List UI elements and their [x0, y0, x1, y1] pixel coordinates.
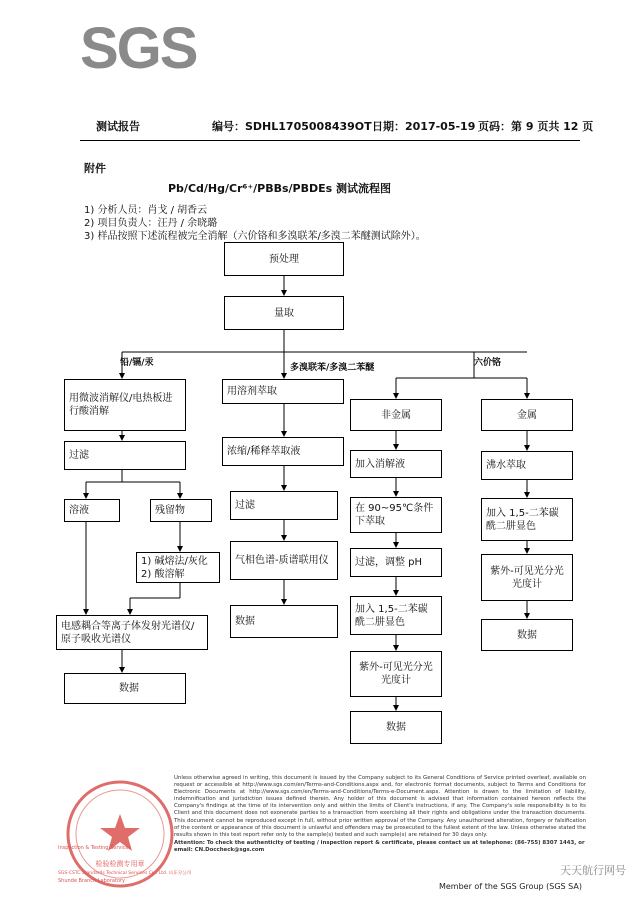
- label-cr6-branch: 六价铬: [474, 358, 502, 368]
- wechat-watermark: 天天航行网号: [560, 864, 626, 877]
- note-digestion: 3) 样品按照下述流程被完全消解（六价铬和多溴联苯/多溴二苯醚测试除外）。: [84, 231, 426, 242]
- report-title: 测试报告: [96, 120, 140, 133]
- box-nonmetal-uv-vis: 紫外-可见光分光光度计: [350, 651, 442, 697]
- page-number: 页码：第 9 页共 12 页: [478, 120, 594, 133]
- appendix-label: 附件: [84, 162, 106, 175]
- box-residue: 残留物: [150, 499, 212, 522]
- report-number-value: SDHL1705008439OT: [245, 120, 372, 133]
- box-metal-color: 加入 1,5-二苯碳酰二肼显色: [481, 498, 573, 541]
- box-metals-filter: 过滤: [64, 441, 186, 470]
- sgs-group-member: Member of the SGS Group (SGS SA): [438, 882, 582, 891]
- flowchart-title: Pb/Cd/Hg/Cr⁶⁺/PBBs/PBDEs 测试流程图: [168, 182, 392, 195]
- note-project-lead: 2) 项目负责人：汪丹 / 余晓璐: [84, 218, 218, 229]
- report-date-value: 2017-05-19: [405, 120, 476, 133]
- box-boiling-water-extraction: 沸水萃取: [481, 451, 573, 480]
- box-pbb-data: 数据: [230, 605, 338, 638]
- box-metal-uv-vis: 紫外-可见光分光光度计: [481, 554, 573, 601]
- seal-subtitle: Inspection & Testing Services: [58, 845, 132, 851]
- seal-inner-text: 检验检测专用章: [95, 860, 145, 868]
- residue-step-2: 2) 酸溶解: [141, 568, 185, 580]
- label-metals-branch: 铅/镉/汞: [120, 358, 154, 368]
- report-number-label: 编号：: [212, 120, 245, 133]
- seal-branch-text: Shunde Branch Laboratory: [58, 878, 125, 884]
- label-pbb-branch: 多溴联苯/多溴二苯醚: [290, 363, 375, 373]
- box-residue-treatment: [136, 552, 220, 583]
- note-analyst: 1) 分析人员：肖戈 / 胡香云: [84, 205, 208, 216]
- box-pbb-filter: 过滤: [230, 491, 338, 520]
- box-nonmetal-color: 加入 1,5-二苯碳酰二肼显色: [350, 596, 442, 635]
- box-concentrate: 浓缩/稀释萃取液: [222, 437, 344, 466]
- seal-company-text: SGS-CSTC Standards Technical Services Co., Ltd. 山东分公司: [58, 871, 192, 876]
- box-solvent-extraction: 用溶剂萃取: [222, 379, 344, 404]
- box-weigh: 量取: [224, 296, 344, 330]
- box-gcms: 气相色谱-质谱联用仪: [230, 541, 338, 580]
- box-metal-data: 数据: [481, 619, 573, 651]
- box-nonmetal: 非金属: [350, 399, 442, 431]
- box-acid-digestion: 用微波消解仪/电热板进行酸消解: [64, 379, 186, 431]
- box-filter-adjust-ph: 过滤，调整 pH: [350, 548, 442, 577]
- legal-disclaimer: Unless otherwise agreed in writing, this document is issued by the Company subject to its General Conditions of Service printed overleaf, available on request or accessible at http://www.sgs.com/en/Terms-and-Conditions.aspx and, for electronic format documents, subject to Terms and Conditions for Electronic Documents at http://www.sgs.com/en/Terms-and-Conditions/Terms-e-Document.aspx. Attention is drawn to the limitation of liability, indemnification and jurisdiction issues defined therein. Any holder of this document is advised that information contained hereon reflects the Company's findings at the time of its intervention only and within the limits of Client's instructions, if any. The Company's sole responsibility is to its Client and this document does not exonerate parties to a transaction from exercising all their rights and obligations under the transaction documents. This document cannot be reproduced except in full, without prior written approval of the Company. Any unauthorized alteration, forgery or falsification of the content or appearance of this document is unlawful and offenders may be prosecuted to the fullest extent of the law. Unless otherwise stated the results shown in this test report refer only to the sample(s) tested and such sample(s) are retained for 30 days only.: [174, 775, 586, 838]
- residue-step-1: 1) 碱熔法/灰化: [141, 555, 208, 567]
- box-metals-data: 数据: [64, 673, 186, 704]
- box-heat-extraction: 在 90~95℃条件下萃取: [350, 497, 442, 533]
- report-date-label: 日期：: [372, 120, 405, 133]
- box-add-digestion-solution: 加入消解液: [350, 450, 442, 478]
- authenticity-notice: Attention: To check the authenticity of testing / inspection report & certificate, please contact us at telephone: (86-755) 8307 1443, or email: CN.Doccheck@sgs.com: [174, 840, 585, 853]
- box-pretreatment: 预处理: [224, 242, 344, 276]
- box-nonmetal-data: 数据: [350, 711, 442, 744]
- box-icp-aas: 电感耦合等离子体发射光谱仪/原子吸收光谱仪: [56, 615, 208, 650]
- box-metal: 金属: [481, 399, 573, 431]
- box-solution: 溶液: [64, 499, 120, 522]
- logo-text: SGS: [80, 16, 197, 81]
